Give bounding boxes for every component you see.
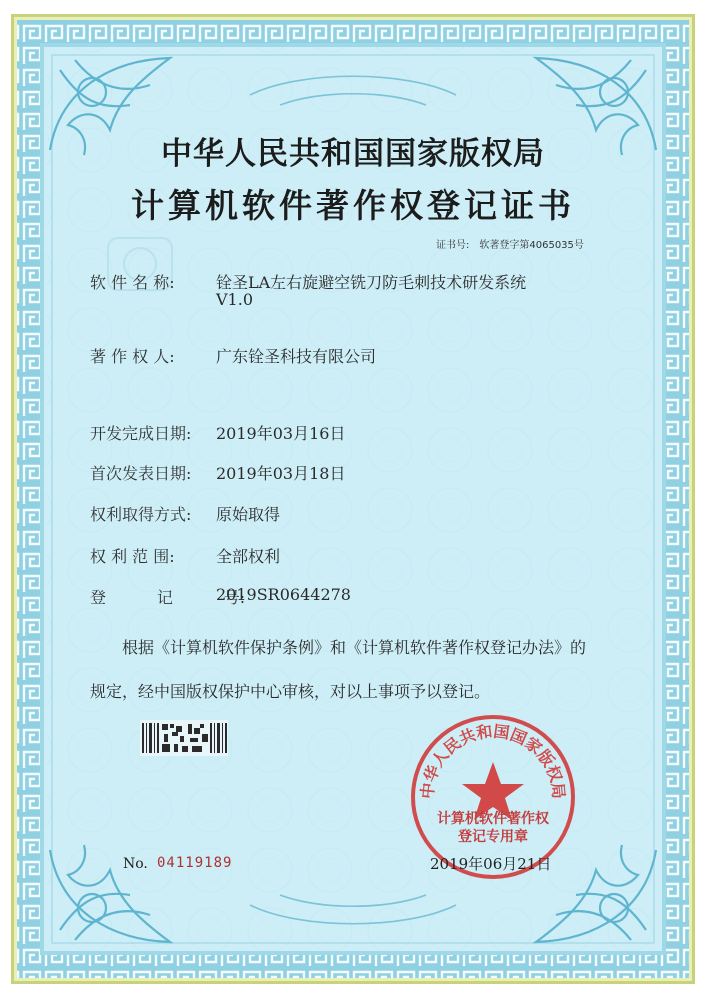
acquisition-method-label: 权利取得方式: [90,505,192,524]
software-name-value: 铨圣LA左右旋避空铣刀防毛刺技术研发系统 [216,273,527,292]
rights-scope-value: 全部权利 [216,547,281,566]
development-date-value: 2019年03月16日 [216,424,346,443]
copyright-owner-label: 著 作 权 人: [90,347,175,366]
certificate-number [436,236,584,251]
issue-date: 2019年06月21日 [430,855,552,873]
registration-number-label: 登 记 号: [90,588,246,607]
software-name-label: 软 件 名 称: [90,273,175,292]
certificate-title: 计算机软件著作权登记证书 [131,186,575,225]
statement-line-1: 根据《计算机软件保护条例》和《计算机软件著作权登记办法》的 [122,638,587,657]
serial-number: 04119189 [157,855,233,871]
issuer-title: 中华人民共和国国家版权局 [161,136,545,172]
statement-line-2: 规定，经中国版权保护中心审核，对以上事项予以登记。 [90,682,491,701]
serial-label: No. [123,856,148,872]
seal-line-2: 登记专用章 [458,829,528,845]
publication-date-value: 2019年03月18日 [216,464,346,483]
software-version-value: V1.0 [216,290,253,309]
rights-scope-label: 权 利 范 围: [90,547,175,566]
acquisition-method-value: 原始取得 [216,505,281,524]
seal-line-1: 计算机软件著作权 [437,811,549,827]
certificate-number-value: 软著登字第4065035号 [479,240,584,251]
seal-ring-text: 中华人民共和国国家版权局 [417,721,569,800]
development-date-label: 开发完成日期: [90,424,192,443]
registration-number-value: 2019SR0644278 [216,585,351,604]
barcode-icon [140,720,228,756]
copyright-owner-value: 广东铨圣科技有限公司 [216,347,377,366]
publication-date-label: 首次发表日期: [90,464,192,483]
certificate-number-label: 证书号: [436,240,470,251]
